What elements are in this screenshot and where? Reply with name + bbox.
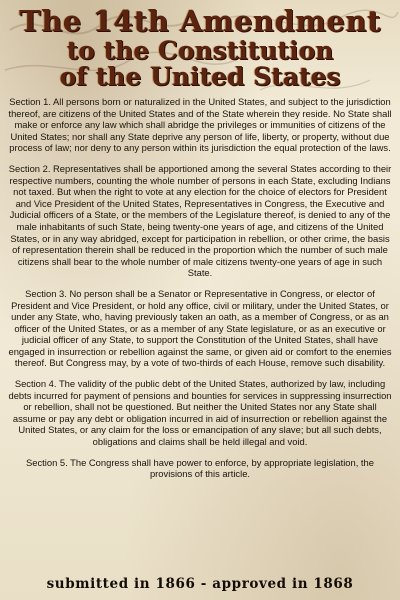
amendment-body <box>0 90 400 480</box>
title-line-2: to the Constitution <box>66 36 334 65</box>
section-3: Section 3. No person shall be a Senator or Representative in Congress, or elector of President and Vice President, or hold any office, civil or military, under the United States, or under any State, who, having previously taken an oath, as a member of Congress, or as an officer of the United States, or as a member of any State legislature, or as an executive or judicial officer of any State, to support the Constitution of the United States, shall have engaged in insurrection or rebellion against the same, or given aid or comfort to the enemies thereof. But Congress may, by a vote of two-thirds of each House, remove such disability. <box>8 287 392 369</box>
title-block <box>0 0 400 90</box>
section-1: Section 1. All persons born or naturalized in the United States, and subject to the jurisdiction thereof, are citizens of the United States and of the State wherein they reside. No State shall make or enforce any law which shall abridge the privileges or immunities of citizens of the United States; nor shall any State deprive any person of life, liberty, or property, without due process of law; nor deny to any person within its jurisdiction the equal protection of the laws. <box>8 96 392 154</box>
section-2: Section 2. Representatives shall be apportioned among the several States according to their respective numbers, counting the whole number of persons in each State, excluding Indians not taxed. But when the right to vote at any election for the choice of electors for President and Vice President of the United States, Representatives in Congress, the Executive and Judicial officers of a State, or the members of the Legislature thereof, is denied to any of the male inhabitants of such State, being twenty-one years of age, and citizens of the United States, or in any way abridged, except for participation in rebellion, or other crime, the basis of representation therein shall be reduced in the proportion which the number of such male citizens shall bear to the whole number of male citizens twenty-one years of age in such State. <box>8 162 392 279</box>
section-5: Section 5. The Congress shall have power to enforce, by appropriate legislation, the provisions of this article. <box>26 456 374 480</box>
title-line-3: of the United States <box>59 62 341 91</box>
section-4: Section 4. The validity of the public debt of the United States, authorized by law, including debts incurred for payment of pensions and bounties for services in suppressing insurrection or rebellion, shall not be questioned. But neither the United States nor any State shall assume or pay any debt or obligation incurred in aid of insurrection or rebellion against the United States, or any claim for the loss or emancipation of any slave; but all such debts, obligations and claims shall be held illegal and void. <box>8 378 392 448</box>
footer-dates: submitted in 1866 - approved in 1868 <box>46 576 354 592</box>
title-line-1: The 14th Amendment <box>19 4 381 38</box>
